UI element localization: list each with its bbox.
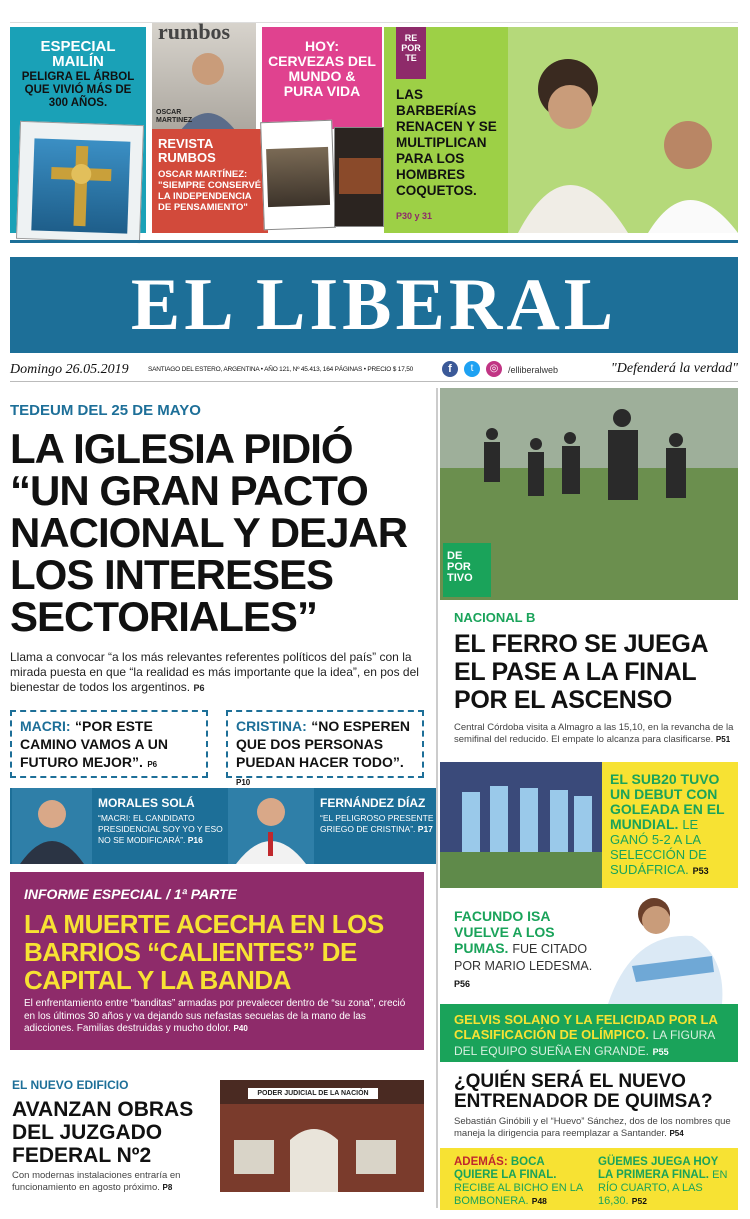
columnist-morales[interactable] — [98, 796, 224, 846]
main-headline: LA IGLESIA PIDIÓ “UN GRAN PACTO NACIONAL Y DEJAR LOS INTERESES SECTORIALES” — [10, 425, 408, 640]
dateline-social[interactable]: /elliberalweb — [508, 365, 559, 375]
ferro-headline: EL FERRO SE JUEGA EL PASE A LA FINAL POR EL ASCENSO — [454, 630, 708, 714]
deportivo-badge — [443, 543, 491, 597]
facebook-icon[interactable]: f — [442, 361, 458, 377]
bottom-briefs — [440, 1148, 738, 1210]
ferro-text: Central Córdoba visita a Almagro a las 15,10, en la revancha de la semifinal del reducido. El empate lo alcanza para clasificarse. — [454, 722, 734, 745]
right-divider — [436, 388, 438, 1208]
magazine-cover-1-image — [266, 147, 330, 207]
boca-lead: ADEMÁS: — [454, 1156, 508, 1168]
guemes-brief[interactable] — [598, 1156, 734, 1208]
columnist-fernandez-quote: “EL PELIGROSO PRESENTE GRIEGO DE CRISTINA”. — [320, 813, 434, 834]
masthead[interactable] — [10, 257, 738, 353]
sub20-photo — [440, 762, 602, 888]
columnist-morales-name: MORALES SOLÁ — [98, 796, 195, 810]
portrait-icon — [152, 23, 256, 143]
promo-rumbos-cover[interactable] — [152, 19, 256, 143]
quimsa-body — [454, 1116, 736, 1139]
columnist-fernandez[interactable] — [320, 796, 434, 835]
informe-page: P40 — [233, 1024, 248, 1033]
guemes-headline: GÜEMES JUEGA HOY LA PRIMERA FINAL. — [598, 1156, 719, 1181]
ferro-body — [454, 722, 738, 745]
quote-macri-text: “POR ESTE CAMINO VAMOS A UN FUTURO MEJOR”. — [20, 718, 169, 770]
edificio-page: P8 — [162, 1183, 173, 1192]
promo-divider — [10, 240, 738, 243]
mailin-magazine-cover — [16, 121, 144, 243]
quimsa-headline: ¿QUIÉN SERÁ EL NUEVO ENTRENADOR DE QUIMSA? — [454, 1071, 713, 1112]
edificio-photo — [220, 1080, 424, 1192]
cross-image — [31, 138, 130, 233]
reporte-pages: P30 y 31 — [396, 211, 433, 221]
columnist-morales-page: P16 — [187, 835, 203, 845]
promo-cervezas[interactable] — [262, 27, 382, 129]
informe-text: El enfrentamiento entre “banditas” armadas por prevalecer dentro de “su zona”, creció en los últimos 30 años y va dejando sus nefastas secuelas de la mano de las adicciones. Familias destruidas y mucho dolor. — [24, 998, 406, 1034]
deportivo-badge-text: DE POR TIVO — [447, 550, 473, 584]
boca-brief[interactable] — [454, 1156, 588, 1208]
columnist-photo-morales — [12, 788, 92, 864]
main-kicker: TEDEUM DEL 25 DE MAYO — [10, 402, 201, 419]
ferro-page: P51 — [715, 734, 731, 744]
dateline-date: Domingo 26.05.2019 — [10, 362, 129, 377]
quote-cristina-page: P10 — [236, 778, 251, 787]
boca-page: P48 — [531, 1196, 547, 1206]
promo-mailin-text: PELIGRA EL ÁRBOL QUE VIVIÓ MÁS DE 300 AÑOS. — [21, 71, 135, 109]
reporte-badge — [396, 27, 426, 79]
gelvis-headline: GELVIS SOLANO Y LA FELICIDAD POR LA CLASIFICACIÓN DE OLÍMPICO. — [454, 1012, 718, 1042]
sub20-page: P53 — [692, 866, 709, 876]
quimsa-text: Sebastián Ginóbili y el “Huevo” Sánchez, dos de los nombres que maneja la dirigencia para reemplazar a Santander. — [454, 1116, 731, 1139]
quote-macri-page: P6 — [147, 760, 158, 769]
gelvis-story[interactable] — [440, 1004, 738, 1062]
columnist-morales-text — [98, 813, 224, 846]
gelvis-page: P55 — [652, 1047, 669, 1057]
dateline-motto: "Defenderá la verdad" — [610, 361, 738, 376]
edificio-body — [12, 1170, 202, 1194]
promo-revista-rumbos[interactable] — [152, 129, 268, 233]
main-lead-page: P6 — [193, 683, 205, 693]
building-drawing — [220, 1080, 424, 1192]
quote-cristina-text: “NO ESPEREN QUE DOS PERSONAS PUEDAN HACER TODO”. — [236, 718, 411, 770]
facundo-text: FUE CITADO POR MARIO LEDESMA. — [454, 942, 593, 973]
edificio-story[interactable] — [10, 1068, 430, 1208]
magazine-cover-1 — [260, 120, 336, 230]
promo-reporte[interactable] — [384, 27, 738, 233]
columnist-photo-fernandez — [228, 788, 314, 864]
columnist-fernandez-text — [320, 813, 434, 835]
barber-photo — [508, 27, 738, 233]
promo-mailin-title: ESPECIAL MAILÍN — [40, 38, 116, 70]
reporte-text: LAS BARBERÍAS RENACEN Y SE MULTIPLICAN PARA LOS HOMBRES COQUETOS. — [396, 87, 497, 198]
facundo-page: P56 — [454, 979, 471, 989]
twitter-icon[interactable]: t — [464, 361, 480, 377]
informe-kicker: INFORME ESPECIAL / 1ª PARTE — [24, 886, 237, 902]
columnists-bar — [10, 788, 438, 864]
quote-macri[interactable] — [10, 710, 208, 778]
quote-cristina-name: CRISTINA: — [236, 718, 307, 734]
facundo-body — [454, 908, 594, 992]
boca-text: RECIBE AL BICHO EN LA BOMBONERA. — [454, 1182, 583, 1207]
quote-cristina[interactable] — [226, 710, 424, 787]
quote-macri-name: MACRI: — [20, 718, 71, 734]
guemes-text: EN RÍO CUARTO, A LAS 16,30. — [598, 1169, 728, 1207]
main-story[interactable] — [10, 390, 430, 702]
informe-body — [24, 998, 418, 1036]
dateline-info: SANTIAGO DEL ESTERO, ARGENTINA • AÑO 121, Nº 45.413, 164 PÁGINAS • PRECIO $ 17,50 — [148, 366, 414, 373]
edificio-sign: PODER JUDICIAL DE LA NACIÓN — [248, 1088, 378, 1099]
boca-headline: BOCA QUIERE LA FINAL. — [454, 1156, 557, 1181]
informe-headline: LA MUERTE ACECHA EN LOS BARRIOS “CALIENTES” DE CAPITAL Y LA BANDA — [24, 909, 384, 995]
main-lead-text: Llama a convocar “a los más relevantes referentes políticos del país” con la mirada puesta en que “la realidad es más importante que la idea”, en pos del bienestar de todos los argentinos. — [10, 650, 419, 694]
edificio-kicker: EL NUEVO EDIFICIO — [12, 1078, 129, 1092]
columnist-morales-quote: “MACRI: EL CANDIDATO PRESIDENCIAL SOY YO Y ESO NO SE MODIFICARÁ”. — [98, 813, 223, 845]
rugby-player-photo — [602, 896, 732, 1004]
informe-especial[interactable] — [10, 872, 424, 1050]
sub20-text: LE GANÓ 5-2 A LA SELECCIÓN DE SUDÁFRICA. — [610, 817, 707, 877]
gelvis-text: LA FIGURA DEL EQUIPO SUEÑA EN GRANDE. — [454, 1028, 715, 1058]
rumbos-caption: OSCAR MARTINEZ — [156, 109, 193, 124]
columnist-fernandez-page: P17 — [417, 824, 433, 834]
guemes-page: P52 — [631, 1196, 647, 1206]
cervezas-text: HOY: CERVEZAS DEL MUNDO & PURA VIDA — [268, 38, 376, 99]
ferro-kicker: NACIONAL B — [454, 610, 536, 625]
main-lead — [10, 650, 422, 696]
rumbos-masthead: rumbos — [158, 19, 231, 44]
gelvis-body — [454, 1012, 724, 1060]
promo-mailin[interactable] — [10, 27, 146, 233]
magazine-cover-2 — [334, 127, 384, 227]
edificio-text: Con modernas instalaciones entraría en funcionamiento en agosto próximo. — [12, 1170, 181, 1193]
promo-strip — [10, 19, 738, 232]
dateline — [10, 358, 738, 382]
facundo-story[interactable] — [440, 896, 738, 1004]
magazine-cover-2-image — [339, 158, 381, 194]
quimsa-story[interactable] — [440, 1066, 738, 1146]
quimsa-page: P54 — [669, 1128, 684, 1138]
edificio-headline: AVANZAN OBRAS DEL JUZGADO FEDERAL Nº2 — [12, 1098, 194, 1167]
sub20-headline: EL SUB20 TUVO UN DEBUT CON GOLEADA EN EL MUNDIAL. — [610, 771, 725, 832]
cross-icon — [31, 138, 130, 233]
reporte-badge-text: RE POR TE — [401, 33, 421, 63]
instagram-icon[interactable]: ◎ — [486, 361, 502, 377]
sub20-body — [610, 772, 730, 879]
masthead-logo: EL LIBERAL — [130, 263, 618, 346]
columnist-fernandez-name: FERNÁNDEZ DÍAZ — [320, 796, 426, 810]
facundo-headline: FACUNDO ISA VUELVE A LOS PUMAS. — [454, 908, 555, 956]
ferro-story[interactable] — [448, 602, 740, 754]
revista-title: REVISTA RUMBOS — [158, 136, 216, 165]
sub20-story[interactable] — [602, 762, 738, 888]
revista-text: OSCAR MARTÍNEZ: "SIEMPRE CONSERVÉ LA INDEPENDENCIA DE PENSAMIENTO" — [158, 169, 262, 213]
